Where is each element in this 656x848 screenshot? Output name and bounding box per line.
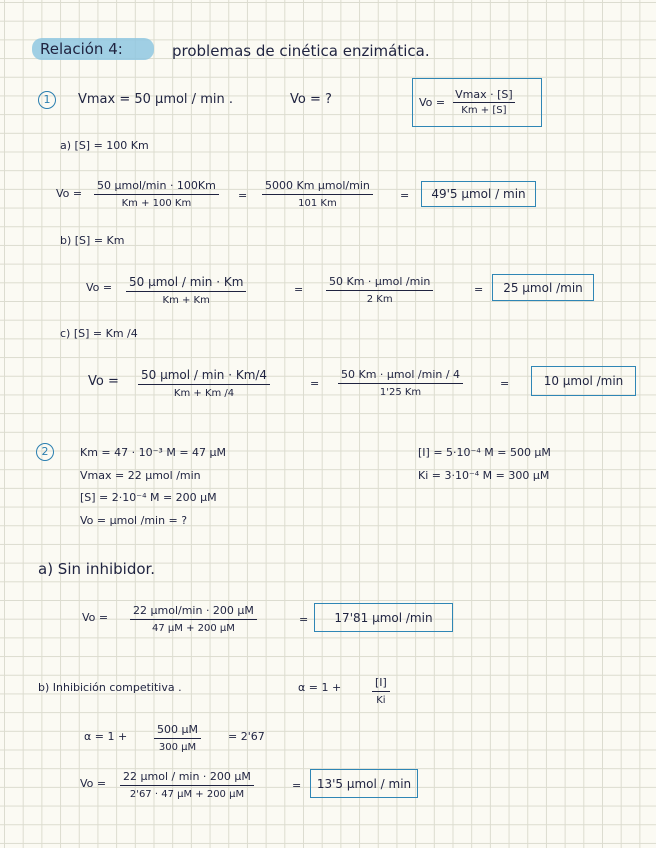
p1-vo-question: Vo = ?: [290, 92, 332, 107]
alpha-def-fraction: [372, 677, 390, 706]
p2-a-fraction: [130, 605, 257, 634]
p1-b-num2: 50 Km · μmol /min: [326, 276, 433, 291]
p2-b-lhs: Vo =: [80, 777, 107, 790]
p1-a-result-box: 49'5 μmol / min: [421, 181, 536, 207]
p1-c-fraction-1: [138, 369, 270, 399]
p2-a-label: a) Sin inhibidor.: [38, 560, 156, 578]
p1-c-label: c) [S] = Km /4: [60, 327, 138, 340]
p2-b-fraction: [120, 771, 254, 800]
p1-a-num2: 5000 Km μmol/min: [262, 180, 373, 195]
p1-b-eq: =: [294, 283, 304, 296]
alpha-def-num: [I]: [372, 677, 390, 692]
p1-c-den2: 1'25 Km: [379, 387, 422, 399]
p2-vo: Vo = μmol /min = ?: [80, 514, 188, 527]
p1-a-label: a) [S] = 100 Km: [60, 139, 149, 152]
p1-a-den2: 101 Km: [298, 198, 337, 210]
p2-b-eq: =: [292, 779, 302, 792]
p1-b-lhs: Vo =: [86, 281, 113, 294]
p2-substrate: [S] = 2·10⁻⁴ M = 200 μM: [80, 491, 217, 504]
p2-a-eq: =: [299, 613, 309, 626]
p2-b-result-box: 13'5 μmol / min: [310, 769, 418, 798]
p1-c-fraction-2: [338, 369, 463, 398]
mm-formula-lhs: Vo =: [419, 96, 446, 109]
p2-a-result-box: 17'81 μmol /min: [314, 603, 453, 632]
p1-a-eq2: =: [400, 189, 410, 202]
p1-a-eq: =: [238, 189, 248, 202]
mm-formula-box: [412, 78, 542, 127]
p2-ki: Ki = 3·10⁻⁴ M = 300 μM: [418, 469, 550, 482]
p1-a-fraction-1: [94, 180, 219, 209]
p2-a-lhs: Vo =: [82, 611, 109, 624]
alpha-calc-lhs: α = 1 +: [84, 730, 128, 743]
alpha-def-den: Ki: [376, 695, 386, 707]
p1-b-den2: 2 Km: [366, 294, 393, 306]
p2-b-num: 22 μmol / min · 200 μM: [120, 771, 254, 786]
alpha-def-lhs: α = 1 +: [298, 681, 342, 694]
alpha-calc-den: 300 μM: [158, 742, 197, 754]
p1-c-num1: 50 μmol / min · Km/4: [138, 369, 270, 385]
mm-formula-den: Km + [S]: [461, 105, 507, 116]
alpha-calc-fraction: [154, 724, 201, 753]
p1-a-num1: 50 μmol/min · 100Km: [94, 180, 219, 195]
p2-km: Km = 47 · 10⁻³ M = 47 μM: [80, 446, 227, 459]
relation-label: Relación 4:: [40, 40, 123, 58]
p1-c-eq2: =: [500, 377, 510, 390]
p2-b-label: b) Inhibición competitiva .: [38, 681, 182, 694]
p1-b-den1: Km + Km: [162, 295, 210, 307]
p1-b-eq2: =: [474, 283, 484, 296]
problem-1-number: 1: [38, 91, 56, 109]
p2-b-den: 2'67 · 47 μM + 200 μM: [129, 789, 245, 801]
p1-b-fraction-1: [126, 276, 246, 306]
p2-a-num: 22 μmol/min · 200 μM: [130, 605, 257, 620]
p1-b-result-box: 25 μmol /min: [492, 274, 594, 301]
page-title: problemas de cinética enzimática.: [172, 42, 430, 60]
p1-a-fraction-2: [262, 180, 373, 209]
p1-c-result-box: 10 μmol /min: [531, 366, 636, 396]
alpha-calc-num: 500 μM: [154, 724, 201, 739]
p2-vmax: Vmax = 22 μmol /min: [80, 469, 201, 482]
p1-c-eq: =: [310, 377, 320, 390]
p1-b-label: b) [S] = Km: [60, 234, 125, 247]
p1-c-den1: Km + Km /4: [173, 388, 235, 400]
p1-a-lhs: Vo =: [56, 187, 83, 200]
p1-c-lhs: Vo =: [88, 374, 119, 389]
p2-a-den: 47 μM + 200 μM: [152, 623, 235, 635]
p1-a-den1: Km + 100 Km: [121, 198, 192, 210]
alpha-calc-result: = 2'67: [228, 730, 265, 743]
p1-vmax: Vmax = 50 μmol / min .: [78, 92, 233, 107]
p1-c-num2: 50 Km · μmol /min / 4: [338, 369, 463, 384]
problem-2-number: 2: [36, 443, 54, 461]
p1-b-num1: 50 μmol / min · Km: [126, 276, 246, 292]
p1-b-fraction-2: [326, 276, 433, 305]
mm-formula-num: Vmax · [S]: [455, 88, 513, 101]
p2-inhibitor: [I] = 5·10⁻⁴ M = 500 μM: [418, 446, 551, 459]
